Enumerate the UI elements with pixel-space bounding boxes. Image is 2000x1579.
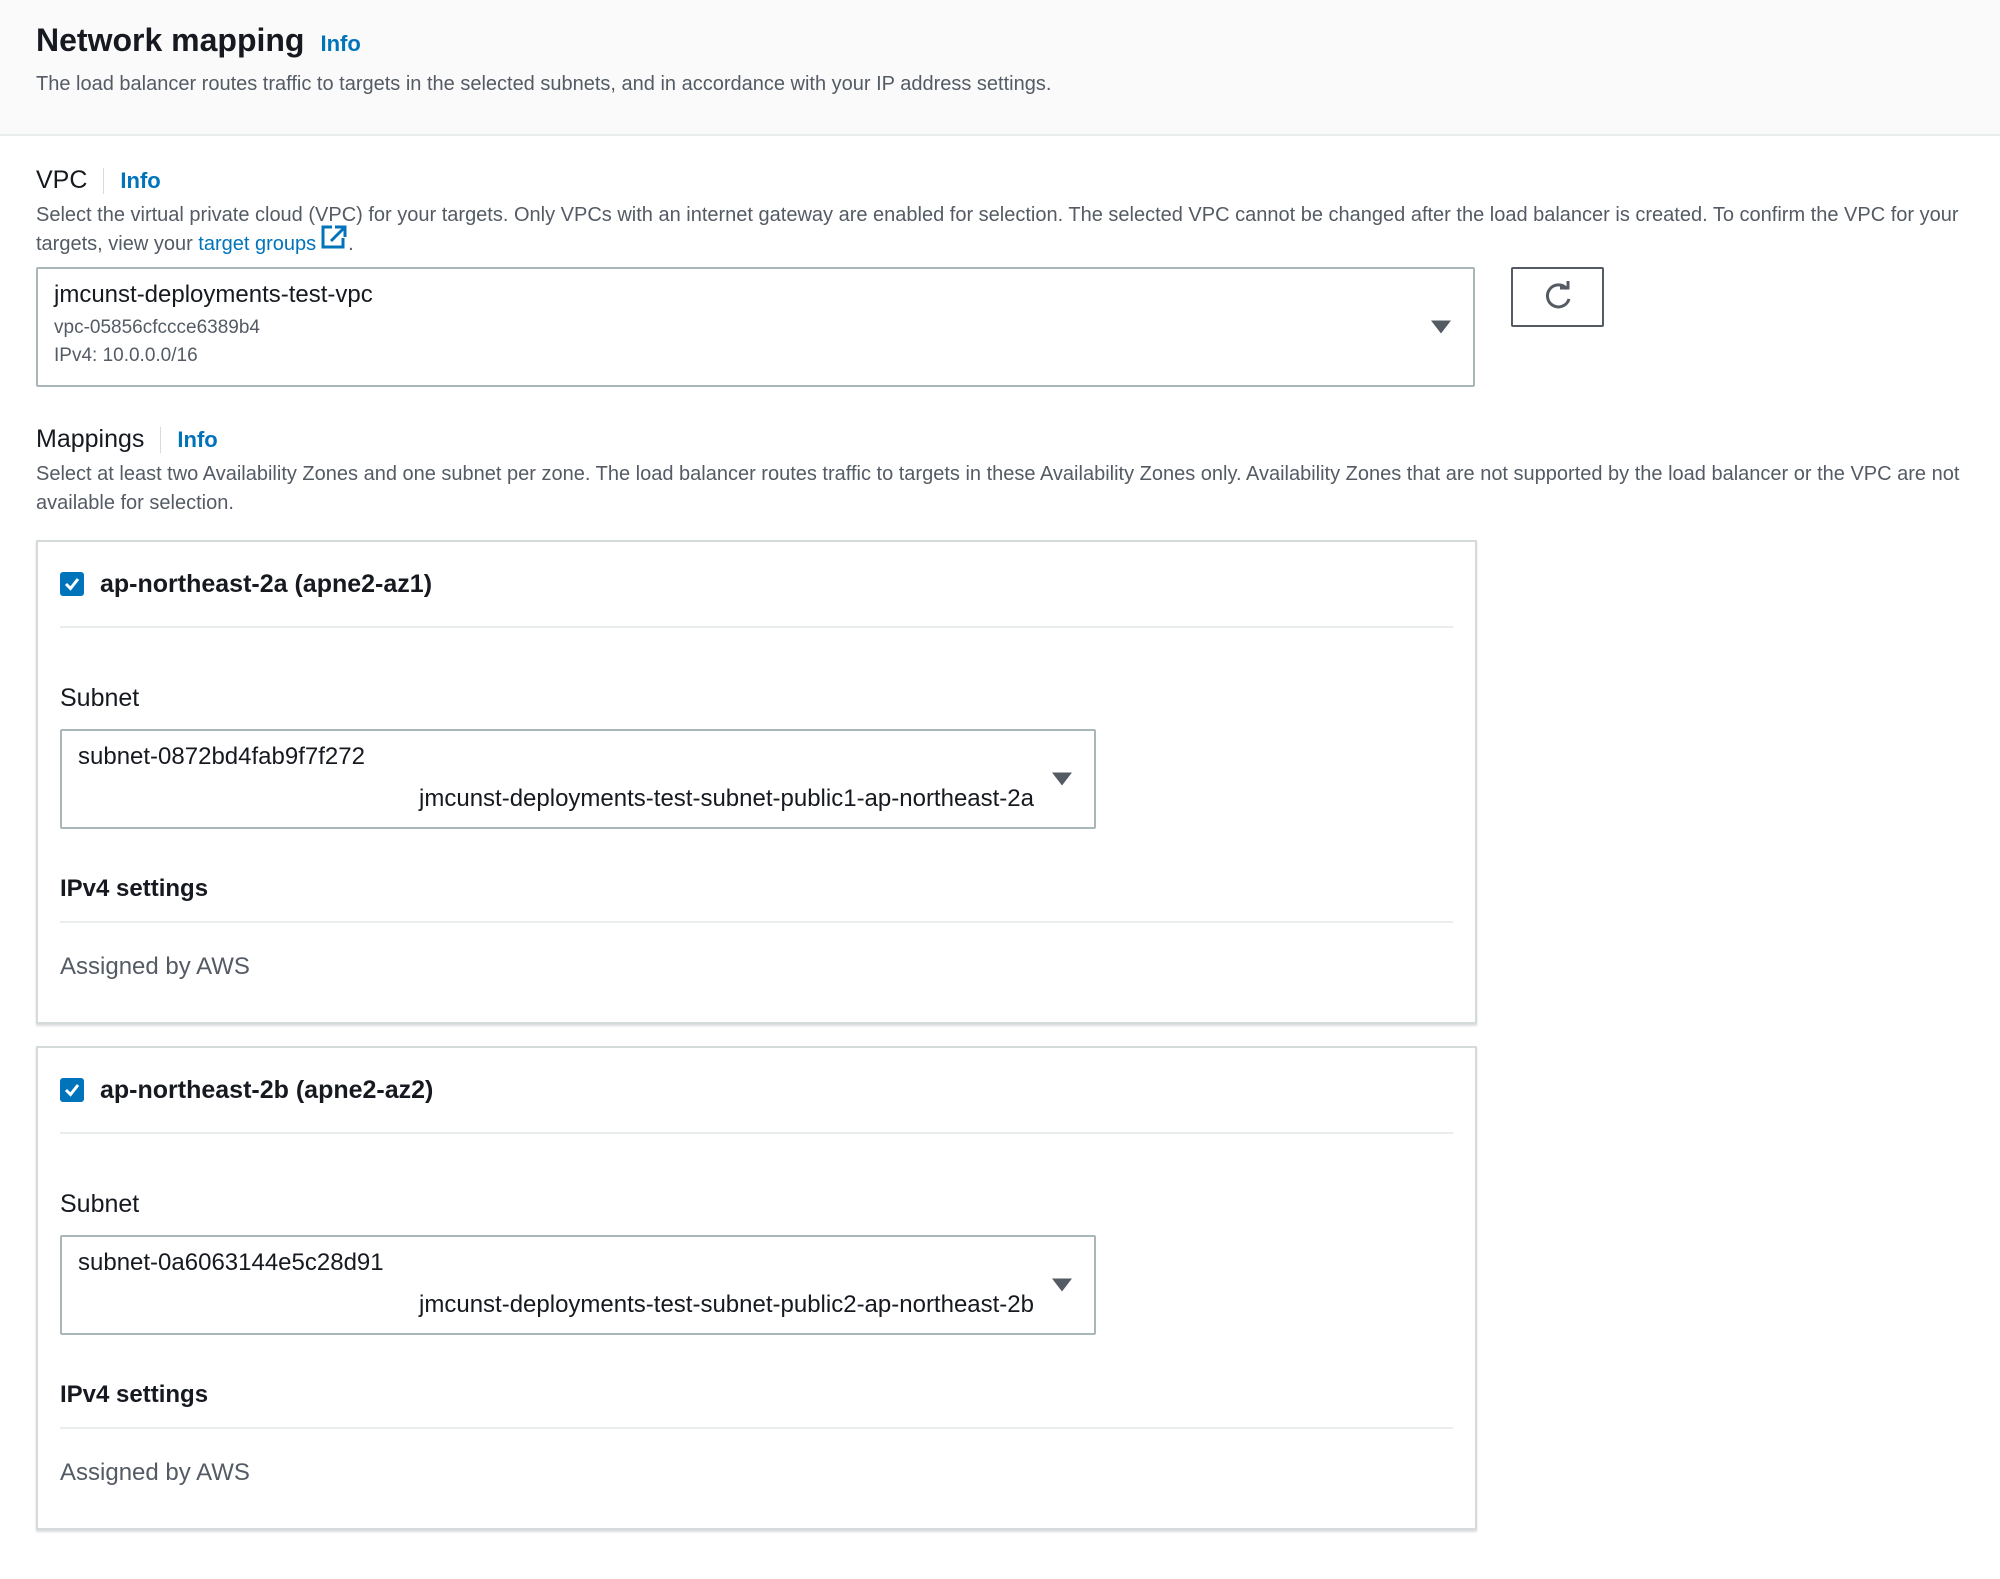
vpc-select-row — [36, 267, 1964, 387]
ipv4-settings-value: Assigned by AWS — [60, 953, 250, 981]
caret-down-icon — [1052, 1279, 1072, 1292]
subnet-name: jmcunst-deployments-test-subnet-public2-ap-northeast-2b — [419, 1291, 1034, 1319]
az-checkbox[interactable] — [60, 572, 84, 596]
vpc-description — [36, 201, 1976, 259]
subnet-label: Subnet — [60, 684, 140, 713]
caret-down-icon — [1431, 321, 1451, 334]
mappings-description: Select at least two Availability Zones and one subnet per zone. The load balancer routes traffic to targets in these Availability Zones only. Availability Zones that are not supported by the load balancer or the VPC are not available for selection. — [36, 463, 1960, 515]
mappings-info-link[interactable]: Info — [177, 426, 218, 452]
subnet-select[interactable] — [60, 729, 1096, 829]
mappings-label-row — [36, 425, 1964, 454]
checkmark-icon — [63, 1081, 81, 1099]
target-groups-link[interactable] — [198, 233, 348, 255]
section-description: The load balancer routes traffic to targets in the selected subnets, and in accordance with your IP address settings. — [36, 73, 1052, 95]
section-content — [0, 166, 2000, 1530]
external-link-icon[interactable] — [320, 224, 348, 259]
target-groups-link-label[interactable]: target groups — [198, 233, 317, 255]
checkmark-icon — [63, 575, 81, 593]
vpc-label: VPC — [36, 166, 88, 194]
vpc-selected-id: vpc-05856cfccce6389b4 — [54, 317, 260, 339]
refresh-icon — [1541, 280, 1575, 314]
ipv4-settings-title: IPv4 settings — [60, 875, 1453, 923]
ipv4-settings-value: Assigned by AWS — [60, 1459, 250, 1487]
refresh-button[interactable] — [1511, 267, 1604, 327]
label-divider — [160, 427, 161, 453]
vpc-info-link[interactable]: Info — [120, 167, 161, 193]
page-title: Network mapping — [36, 22, 305, 58]
az-title[interactable]: ap-northeast-2a (apne2-az1) — [100, 569, 433, 598]
section-header — [0, 0, 2000, 136]
label-divider — [103, 168, 104, 194]
vpc-select[interactable] — [36, 267, 1475, 387]
subnet-select[interactable] — [60, 1235, 1096, 1335]
vpc-selected-cidr: IPv4: 10.0.0.0/16 — [54, 345, 198, 367]
subnet-id: subnet-0a6063144e5c28d91 — [78, 1249, 384, 1277]
ipv4-settings-title: IPv4 settings — [60, 1381, 1453, 1429]
mappings-field — [36, 425, 1964, 1530]
az-card-ap-northeast-2b — [36, 1046, 1477, 1530]
subnet-name: jmcunst-deployments-test-subnet-public1-ap-northeast-2a — [419, 785, 1034, 813]
section-title-row — [36, 22, 1964, 59]
vpc-label-row — [36, 166, 1964, 195]
az-header — [60, 542, 1453, 628]
subnet-id: subnet-0872bd4fab9f7f272 — [78, 743, 365, 771]
vpc-description-text: Select the virtual private cloud (VPC) for your targets. Only VPCs with an internet gateway are enabled for selection. The selected VPC cannot be changed after the load balancer is created. To confirm the VPC for your targets, view your — [36, 204, 1959, 255]
vpc-selected-name: jmcunst-deployments-test-vpc — [54, 281, 373, 309]
az-title[interactable]: ap-northeast-2b (apne2-az2) — [100, 1075, 434, 1104]
az-card-ap-northeast-2a — [36, 540, 1477, 1024]
subnet-label: Subnet — [60, 1190, 140, 1219]
mappings-label: Mappings — [36, 425, 145, 454]
network-mapping-info-link[interactable]: Info — [320, 31, 361, 56]
caret-down-icon — [1052, 773, 1072, 786]
az-checkbox[interactable] — [60, 1078, 84, 1102]
az-header — [60, 1048, 1453, 1134]
vpc-field — [36, 166, 1964, 387]
vpc-description-suffix: . — [348, 233, 354, 255]
